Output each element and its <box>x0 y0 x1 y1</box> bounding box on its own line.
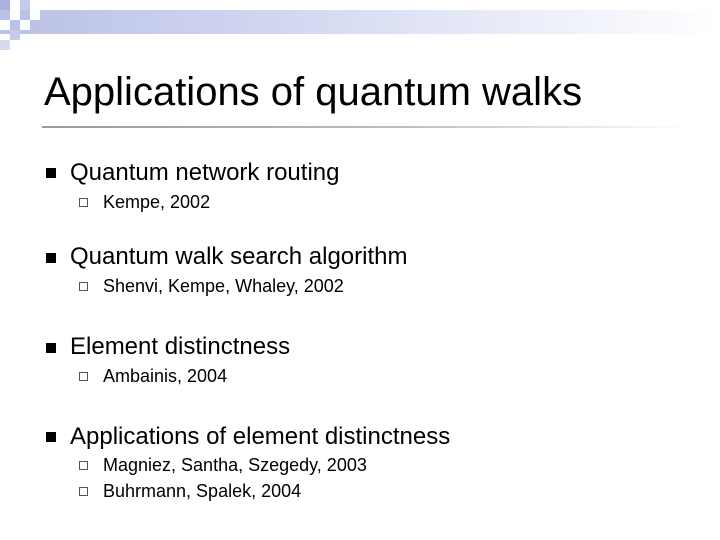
checker-square <box>0 20 10 30</box>
checker-decoration <box>0 0 720 50</box>
title-divider <box>42 126 692 128</box>
sub-bullet-item: Kempe, 2002 <box>103 192 211 212</box>
checker-square <box>0 0 10 10</box>
slide-title: Applications of quantum walks <box>44 70 583 114</box>
square-bullet-icon <box>46 168 56 178</box>
hollow-square-bullet-icon <box>79 282 88 291</box>
bullet-item: Applications of element distinctness <box>70 423 451 450</box>
square-bullet-icon <box>46 343 56 353</box>
bullet-item: Quantum walk search algorithm <box>70 243 408 270</box>
hollow-square-bullet-icon <box>79 461 88 470</box>
square-bullet-icon <box>46 253 56 263</box>
sub-bullet-item: Shenvi, Kempe, Whaley, 2002 <box>103 276 344 296</box>
checker-square <box>0 40 10 50</box>
checker-square <box>10 10 20 20</box>
checker-square <box>10 30 20 40</box>
hollow-square-bullet-icon <box>79 487 88 496</box>
sub-bullet-item: Buhrmann, Spalek, 2004 <box>103 481 302 501</box>
checker-square <box>30 10 40 20</box>
square-bullet-icon <box>46 432 56 442</box>
bullet-item: Quantum network routing <box>70 159 340 186</box>
gradient-band <box>0 10 720 34</box>
bullet-item: Element distinctness <box>70 333 291 360</box>
hollow-square-bullet-icon <box>79 372 88 381</box>
hollow-square-bullet-icon <box>79 198 88 207</box>
sub-bullet-item: Ambainis, 2004 <box>103 366 228 386</box>
checker-square <box>20 20 30 30</box>
sub-bullet-item: Magniez, Santha, Szegedy, 2003 <box>103 455 367 475</box>
checker-square <box>20 0 30 10</box>
